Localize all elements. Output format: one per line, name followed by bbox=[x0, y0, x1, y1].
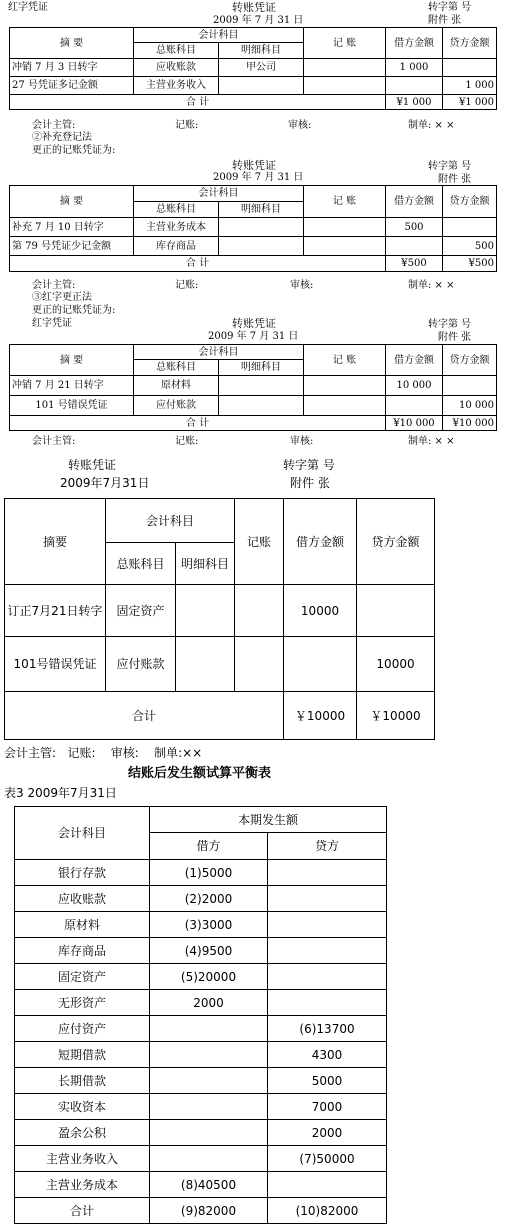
header-post: 记账 bbox=[235, 499, 284, 585]
red-voucher-label: 红字凭证 bbox=[8, 2, 48, 13]
cell-credit bbox=[268, 964, 387, 990]
header-post: 记 账 bbox=[304, 186, 386, 218]
header-summary: 摘 要 bbox=[10, 28, 134, 59]
cell-debit: (4)9500 bbox=[150, 938, 268, 964]
cell-debit: 2000 bbox=[150, 990, 268, 1016]
voucher-2-manager: 会计主管: bbox=[32, 280, 76, 291]
header-credit: 贷方金额 bbox=[443, 345, 497, 376]
header-summary: 摘要 bbox=[5, 499, 106, 585]
cell-credit: (10)82000 bbox=[268, 1198, 387, 1224]
table-row: 冲销 7 月 3 日转字 应收账款 甲公司 1 000 bbox=[10, 59, 497, 77]
voucher-3-number: 转字第 号 bbox=[428, 319, 472, 330]
method-3-heading: ③红字更正法 bbox=[32, 292, 92, 303]
voucher-1-number: 转字第 号 bbox=[428, 2, 472, 13]
cell-account: 主营业务成本 bbox=[15, 1172, 150, 1198]
cell-credit: 4300 bbox=[268, 1042, 387, 1068]
cell-credit: (7)50000 bbox=[268, 1146, 387, 1172]
voucher-3-table bbox=[9, 344, 497, 431]
voucher-4-footer: 会计主管: 记账: 审核: 制单:×× bbox=[4, 746, 203, 760]
cell-debit: (3)3000 bbox=[150, 912, 268, 938]
table-row bbox=[15, 1120, 387, 1146]
header-subject: 会计科目 bbox=[134, 345, 304, 360]
voucher-3-attachments: 附件 张 bbox=[438, 332, 472, 343]
header-detail: 明细科目 bbox=[219, 202, 304, 218]
cell-account: 主营业务收入 bbox=[15, 1146, 150, 1172]
voucher-1-title: 转账凭证 bbox=[232, 1, 276, 14]
voucher-1-audit: 审核: bbox=[288, 120, 312, 131]
header-summary: 摘 要 bbox=[10, 345, 134, 376]
voucher-3-date: 2009 年 7 月 31 日 bbox=[208, 331, 299, 342]
cell-credit bbox=[268, 938, 387, 964]
voucher-2-audit: 审核: bbox=[290, 280, 314, 291]
header-debit: 借方金额 bbox=[284, 499, 357, 585]
method-2-intro: 更正的记账凭证为: bbox=[32, 145, 116, 156]
cell-credit: 2000 bbox=[268, 1120, 387, 1146]
table-row bbox=[15, 1016, 387, 1042]
header-credit: 贷方 bbox=[268, 833, 387, 860]
table-row bbox=[15, 1094, 387, 1120]
cell-credit bbox=[268, 860, 387, 886]
header-period: 本期发生额 bbox=[150, 807, 387, 833]
cell-debit: (1)5000 bbox=[150, 860, 268, 886]
table-row bbox=[15, 1146, 387, 1172]
table-row bbox=[15, 938, 387, 964]
header-credit: 贷方金额 bbox=[443, 28, 497, 59]
header-general: 总账科目 bbox=[106, 543, 176, 585]
cell-debit: (8)40500 bbox=[150, 1172, 268, 1198]
voucher-3-manager: 会计主管: bbox=[32, 436, 76, 447]
trial-balance-table bbox=[14, 806, 387, 1224]
cell-account: 合计 bbox=[15, 1198, 150, 1224]
voucher-2-post: 记账: bbox=[175, 280, 199, 291]
cell-account: 实收资本 bbox=[15, 1094, 150, 1120]
total-row: 合 计 ¥10 000 ¥10 000 bbox=[10, 416, 497, 431]
cell-credit bbox=[268, 990, 387, 1016]
cell-debit: (5)20000 bbox=[150, 964, 268, 990]
cell-debit bbox=[150, 1016, 268, 1042]
cell-debit: (9)82000 bbox=[150, 1198, 268, 1224]
voucher-4-table bbox=[4, 498, 435, 740]
cell-account: 长期借款 bbox=[15, 1068, 150, 1094]
cell-account: 固定资产 bbox=[15, 964, 150, 990]
header-general: 总账科目 bbox=[134, 202, 219, 218]
cell-debit bbox=[150, 1094, 268, 1120]
cell-account: 应付资产 bbox=[15, 1016, 150, 1042]
header-summary: 摘 要 bbox=[10, 186, 134, 218]
cell-account: 应收账款 bbox=[15, 886, 150, 912]
voucher-1-table bbox=[9, 27, 497, 110]
voucher-2-title: 转账凭证 bbox=[232, 159, 276, 172]
cell-debit bbox=[150, 1120, 268, 1146]
table-row: 第 79 号凭证少记金额 库存商品 500 bbox=[10, 237, 497, 256]
table-row: 补充 7 月 10 日转字 主营业务成本 500 bbox=[10, 218, 497, 237]
cell-credit: (6)13700 bbox=[268, 1016, 387, 1042]
cell-account: 库存商品 bbox=[15, 938, 150, 964]
cell-debit: (2)2000 bbox=[150, 886, 268, 912]
header-credit: 贷方金额 bbox=[357, 499, 435, 585]
voucher-1-manager: 会计主管: bbox=[32, 120, 76, 131]
voucher-3-audit: 审核: bbox=[290, 436, 314, 447]
cell-account: 短期借款 bbox=[15, 1042, 150, 1068]
header-post: 记 账 bbox=[304, 28, 386, 59]
header-debit: 借方金额 bbox=[386, 345, 443, 376]
voucher-3-maker: 制单: × × bbox=[408, 436, 455, 447]
cell-credit: 7000 bbox=[268, 1094, 387, 1120]
cell-credit: 5000 bbox=[268, 1068, 387, 1094]
header-detail: 明细科目 bbox=[219, 43, 304, 59]
voucher-4-number: 转字第 号 bbox=[283, 458, 335, 472]
voucher-2-table bbox=[9, 185, 497, 272]
voucher-2-maker: 制单: × × bbox=[408, 280, 455, 291]
table-row bbox=[15, 886, 387, 912]
cell-credit bbox=[268, 912, 387, 938]
red-voucher-label-2: 红字凭证 bbox=[32, 318, 72, 329]
voucher-4-date: 2009年7月31日 bbox=[60, 476, 150, 490]
table-row bbox=[15, 1042, 387, 1068]
trial-balance-caption: 表3 2009年7月31日 bbox=[4, 786, 117, 800]
header-detail: 明细科目 bbox=[176, 543, 235, 585]
cell-account: 无形资产 bbox=[15, 990, 150, 1016]
cell-credit bbox=[268, 886, 387, 912]
cell-debit bbox=[150, 1068, 268, 1094]
cell-account: 盈余公积 bbox=[15, 1120, 150, 1146]
total-row: 合 计 ¥1 000 ¥1 000 bbox=[10, 95, 497, 110]
header-post: 记 账 bbox=[304, 345, 386, 376]
method-3-intro: 更正的记账凭证为: bbox=[32, 305, 116, 316]
header-subject: 会计科目 bbox=[134, 28, 304, 43]
table-row bbox=[15, 912, 387, 938]
table-row: 101 号错误凭证 应付账款 10 000 bbox=[10, 396, 497, 416]
cell-credit bbox=[268, 1172, 387, 1198]
table-row bbox=[15, 964, 387, 990]
voucher-2-attachments: 附件 张 bbox=[438, 174, 472, 185]
voucher-1-maker: 制单: × × bbox=[408, 120, 455, 131]
voucher-4-title: 转账凭证 bbox=[68, 458, 117, 472]
method-2-heading: ②补充登记法 bbox=[32, 132, 92, 143]
voucher-1-attachments: 附件 张 bbox=[428, 15, 462, 26]
voucher-4-attachments: 附件 张 bbox=[290, 476, 330, 490]
header-general: 总账科目 bbox=[134, 360, 219, 376]
voucher-1-post: 记账: bbox=[175, 120, 199, 131]
table-row bbox=[15, 1068, 387, 1094]
header-subject: 会计科目 bbox=[134, 186, 304, 202]
cell-account: 银行存款 bbox=[15, 860, 150, 886]
total-row: 合计 ￥10000 ￥10000 bbox=[5, 692, 435, 740]
header-debit: 借方 bbox=[150, 833, 268, 860]
total-row: 合 计 ¥500 ¥500 bbox=[10, 256, 497, 272]
trial-balance-title: 结账后发生额试算平衡表 bbox=[128, 766, 272, 781]
table-row bbox=[15, 1172, 387, 1198]
cell-debit bbox=[150, 1146, 268, 1172]
voucher-3-title: 转账凭证 bbox=[232, 317, 276, 330]
voucher-3-post: 记账: bbox=[175, 436, 199, 447]
voucher-2-number: 转字第 号 bbox=[428, 161, 472, 172]
table-row bbox=[15, 860, 387, 886]
header-subject: 会计科目 bbox=[106, 499, 235, 543]
header-general: 总账科目 bbox=[134, 43, 219, 59]
cell-debit bbox=[150, 1042, 268, 1068]
voucher-2-date: 2009 年 7 月 31 日 bbox=[213, 172, 304, 183]
header-account: 会计科目 bbox=[15, 807, 150, 860]
header-debit: 借方金额 bbox=[386, 28, 443, 59]
table-row bbox=[15, 990, 387, 1016]
table-row: 27 号凭证多记金额 主营业务收入 1 000 bbox=[10, 77, 497, 95]
header-detail: 明细科目 bbox=[219, 360, 304, 376]
table-row: 订正7月21日转字 固定资产 10000 bbox=[5, 585, 435, 637]
cell-account: 原材料 bbox=[15, 912, 150, 938]
table-row: 101号错误凭证 应付账款 10000 bbox=[5, 637, 435, 692]
table-row: 冲销 7 月 21 日转字 原材料 10 000 bbox=[10, 376, 497, 396]
total-row bbox=[15, 1198, 387, 1224]
header-credit: 贷方金额 bbox=[443, 186, 497, 218]
header-debit: 借方金额 bbox=[386, 186, 443, 218]
voucher-1-date: 2009 年 7 月 31 日 bbox=[213, 15, 304, 26]
